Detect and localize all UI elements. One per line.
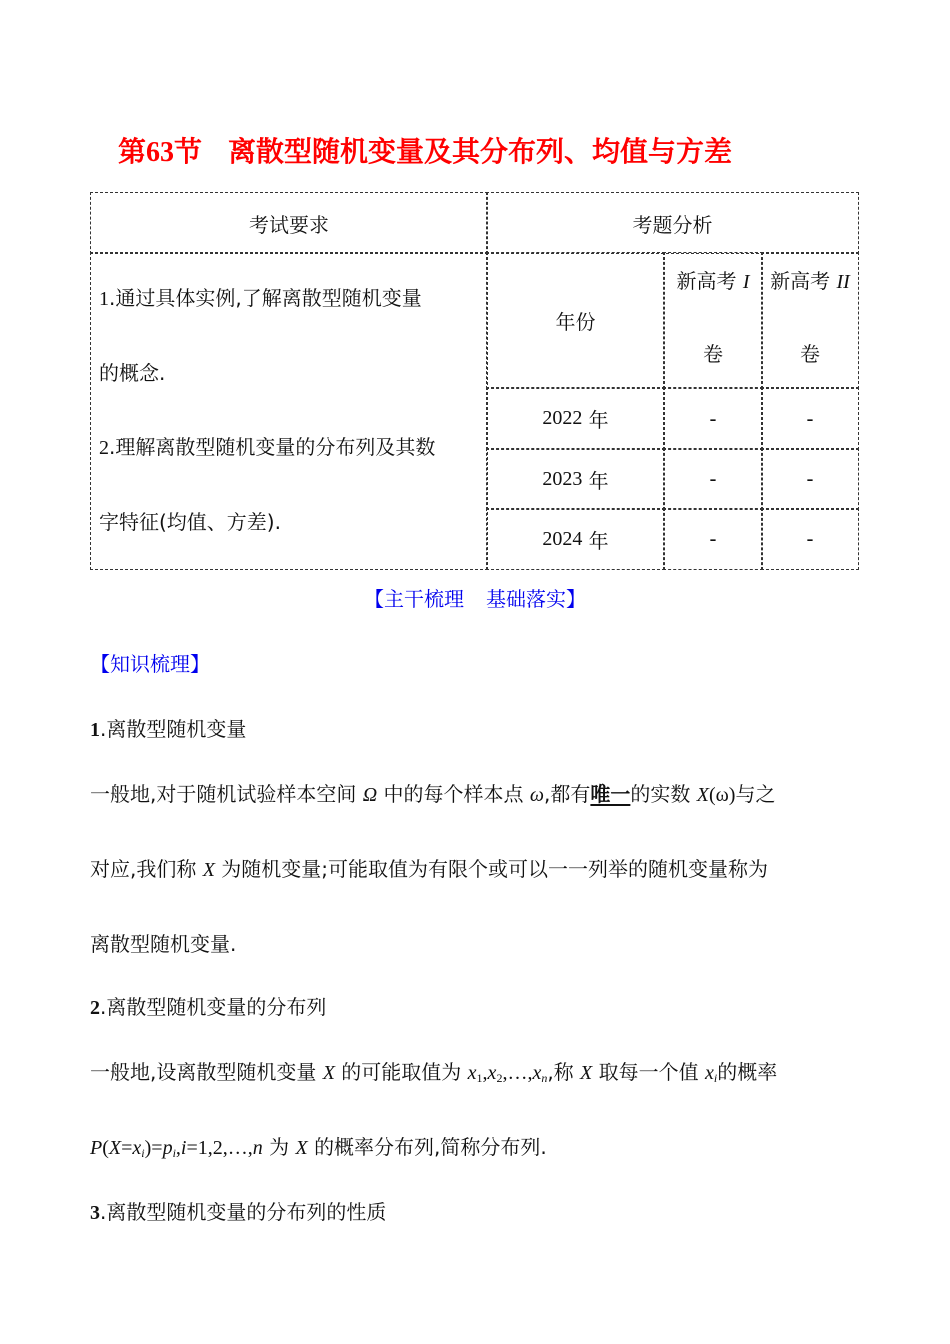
subscript: i xyxy=(141,1146,145,1160)
subscript: n xyxy=(541,1071,548,1085)
math-x: x xyxy=(532,1062,542,1084)
math-x: x xyxy=(132,1137,142,1159)
section-2-line-1 xyxy=(90,1056,777,1086)
row-2022-year xyxy=(486,387,665,450)
section-number: 3 xyxy=(90,1202,100,1224)
paper-2-label-line-2: 卷 xyxy=(800,342,820,366)
section-2-heading xyxy=(90,991,326,1020)
requirement-1-visible: .通过具体实例,了解离散型随机变量 xyxy=(109,286,422,310)
requirement-2-line-1: 2.理解离散型随机变量的分布列及其数 xyxy=(99,435,436,459)
ellipsis: … xyxy=(227,1137,248,1159)
cell-value: - xyxy=(806,406,814,431)
text: 的实数 xyxy=(630,782,691,806)
math-x: X xyxy=(108,1137,122,1159)
text: 为随机变量;可能取值为有限个或可以一一列举的随机变量称为 xyxy=(221,857,769,881)
text: 中的每个样本点 xyxy=(383,782,524,806)
emphasized-term: 唯一 xyxy=(590,782,631,806)
math-range: =1,2, xyxy=(186,1137,228,1159)
comma: , xyxy=(175,1137,181,1159)
ellipsis: … xyxy=(507,1062,528,1084)
text: 一般地,设离散型随机变量 xyxy=(90,1060,317,1084)
row-2024-paper-1 xyxy=(663,508,763,570)
section-number: 1 xyxy=(90,719,100,741)
paper-1-numeral: I xyxy=(742,271,750,293)
year-unit: 年 xyxy=(588,408,609,432)
year-number: 2024 xyxy=(542,527,583,550)
cell-value: - xyxy=(709,467,717,491)
year-number: 2023 xyxy=(542,467,583,490)
math-paren: ( xyxy=(102,1137,109,1159)
subscript: i xyxy=(713,1071,718,1085)
cell-value: - xyxy=(709,406,717,431)
requirement-1-line-2: 的概念. xyxy=(99,361,166,385)
row-2023-paper-1 xyxy=(663,448,763,510)
title-section-number: 63 xyxy=(146,137,175,168)
math-x: X xyxy=(322,1062,335,1084)
banner-part-1: 主干梳理 xyxy=(384,587,464,611)
section-banner xyxy=(0,583,950,612)
section-heading-text: .离散型随机变量的分布列的性质 xyxy=(100,1200,387,1224)
cell-value: - xyxy=(806,467,814,491)
text: 取每一个值 xyxy=(598,1060,699,1084)
requirements-cell xyxy=(90,252,488,570)
math-x: X xyxy=(696,784,709,806)
header-requirements-label: 考试要求 xyxy=(249,212,329,237)
math-i: i xyxy=(180,1137,187,1159)
year-unit: 年 xyxy=(588,468,609,493)
section-2-line-2 xyxy=(90,1131,547,1161)
text: 对应,我们称 xyxy=(90,857,197,881)
math-x: X xyxy=(580,1062,593,1084)
math-p: p xyxy=(162,1137,173,1159)
comma: , xyxy=(527,1062,533,1084)
knowledge-label: 【知识梳理】 xyxy=(90,652,210,676)
text: 为 xyxy=(269,1135,290,1159)
banner-bracket-open: 【 xyxy=(364,587,384,611)
section-1-line-1 xyxy=(90,778,775,807)
exam-analysis-table xyxy=(90,192,859,570)
row-2024-year xyxy=(486,508,665,570)
title-suffix: 节 xyxy=(174,135,203,168)
section-number: 2 xyxy=(90,997,100,1019)
text: 的可能取值为 xyxy=(341,1060,462,1084)
page-title xyxy=(118,130,732,170)
comma: , xyxy=(502,1062,508,1084)
math-w: ω xyxy=(529,784,545,806)
subscript: i xyxy=(172,1146,176,1160)
math-x: X xyxy=(295,1137,308,1159)
paper-1-label-line-2: 卷 xyxy=(703,342,723,366)
math-paren: (ω) xyxy=(708,784,736,806)
math-x: x xyxy=(467,1062,477,1084)
comma: , xyxy=(482,1062,488,1084)
year-number: 2022 xyxy=(542,407,583,429)
row-2022-paper-1 xyxy=(663,387,763,450)
subheader-year-label: 年份 xyxy=(555,310,596,334)
subscript: 1 xyxy=(476,1071,483,1085)
title-prefix: 第 xyxy=(118,135,147,168)
requirement-2-line-2: 字特征(均值、方差). xyxy=(99,510,281,534)
text: 的概率分布列,简称分布列. xyxy=(314,1135,547,1159)
math-eq: = xyxy=(121,1137,133,1159)
header-analysis xyxy=(486,192,859,254)
math-n: n xyxy=(252,1137,263,1159)
text: 与之 xyxy=(735,782,776,806)
text: 一般地,对于随机试验样本空间 xyxy=(90,782,357,806)
subheader-paper-1 xyxy=(663,252,763,389)
math-x: x xyxy=(487,1062,497,1084)
header-requirements xyxy=(90,192,488,254)
section-3-heading xyxy=(90,1196,386,1225)
subheader-paper-2 xyxy=(761,252,859,389)
math-x: X xyxy=(202,859,215,881)
comma: , xyxy=(247,1137,253,1159)
row-2022-paper-2 xyxy=(761,387,859,450)
paper-2-label: 新高考 xyxy=(770,269,831,293)
subscript: 2 xyxy=(496,1071,503,1085)
row-2024-paper-2 xyxy=(761,508,859,570)
title-text: 离散型随机变量及其分布列、均值与方差 xyxy=(228,135,733,168)
banner-bracket-close: 】 xyxy=(566,587,586,611)
math-omega: Ω xyxy=(362,784,378,806)
cell-value: - xyxy=(806,527,814,551)
section-1-line-3: 离散型随机变量. xyxy=(90,932,237,956)
requirement-2-visible: .理解离散型随机变量的分布列及其数 xyxy=(109,435,436,459)
row-2023-paper-2 xyxy=(761,448,859,510)
text: ,称 xyxy=(547,1060,574,1084)
subheader-year xyxy=(486,252,665,389)
math-p: P xyxy=(90,1137,103,1159)
paper-2-numeral: II xyxy=(836,271,850,293)
section-1-heading xyxy=(90,713,246,742)
banner-part-2: 基础落实 xyxy=(486,587,566,611)
year-unit: 年 xyxy=(588,528,609,553)
math-paren: )= xyxy=(144,1137,163,1159)
section-heading-text: .离散型随机变量 xyxy=(100,717,247,741)
paper-1-label: 新高考 xyxy=(676,269,737,293)
section-heading-text: .离散型随机变量的分布列 xyxy=(100,995,327,1019)
section-1-line-2 xyxy=(90,853,768,882)
row-2023-year xyxy=(486,448,665,510)
text: 的概率 xyxy=(717,1060,778,1084)
header-analysis-label: 考题分析 xyxy=(632,212,713,237)
math-x: x xyxy=(704,1062,714,1084)
requirement-1-line-1: 1.通过具体实例,了解离散型随机变量 xyxy=(99,286,422,310)
cell-value: - xyxy=(709,527,717,551)
text: ,都有 xyxy=(544,782,591,806)
